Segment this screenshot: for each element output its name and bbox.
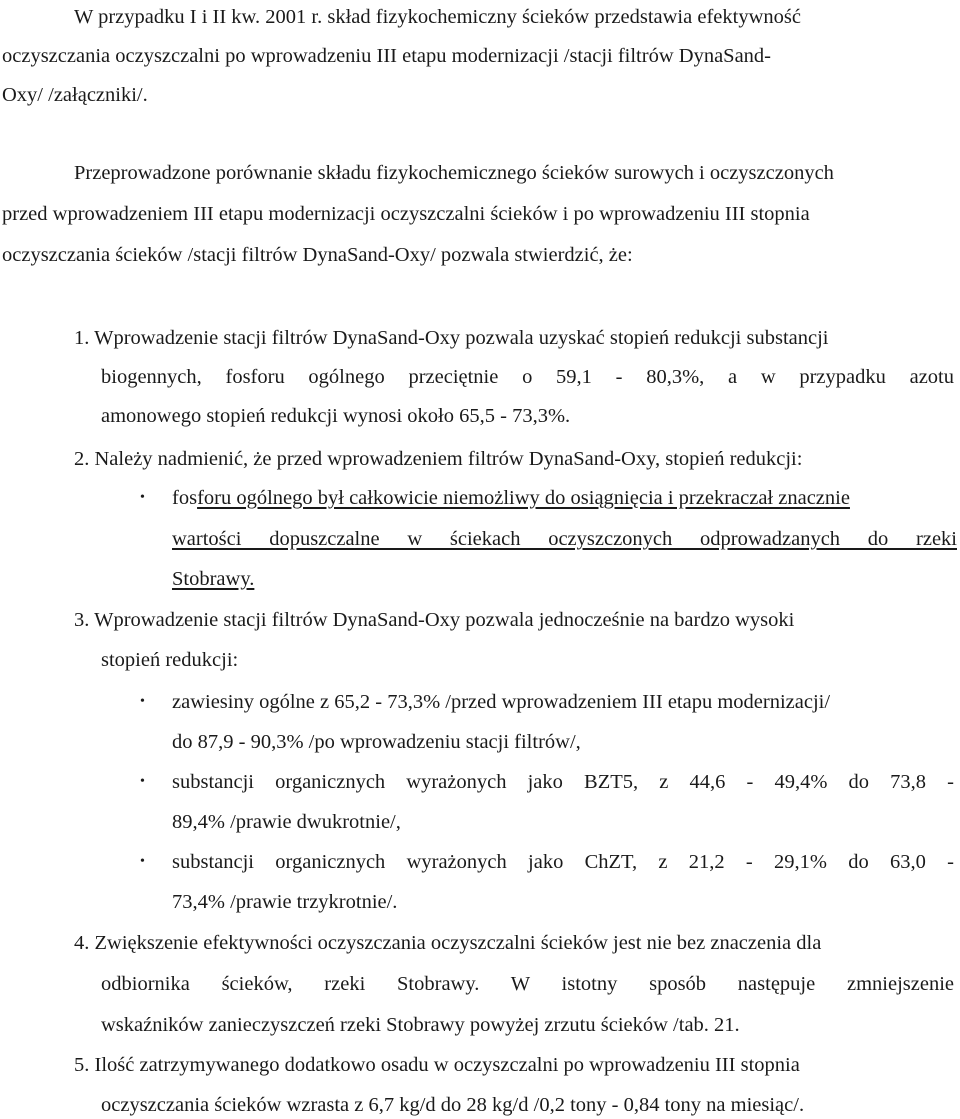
intro-line-1: W przypadku I i II kw. 2001 r. skład fizykochemiczny ścieków przedstawia efektywność: [74, 6, 801, 28]
para2-line-2: przed wprowadzeniem III etapu modernizacji oczyszczalni ścieków i po wprowadzeniu III stopnia: [2, 203, 810, 225]
item2-line-1: 2. Należy nadmienić, że przed wprowadzeniem filtrów DynaSand-Oxy, stopień redukcji:: [74, 448, 803, 470]
item1-line-3: amonowego stopień redukcji wynosi około 65,5 - 73,3%.: [101, 405, 571, 427]
item4-line-3: wskaźników zanieczyszczeń rzeki Stobrawy powyżej zrzutu ścieków /tab. 21.: [101, 1014, 740, 1036]
item3-bullet2-line-1: substancji organicznych wyrażonych jako BZT5, z 44,6 - 49,4% do 73,8 -: [172, 771, 954, 793]
intro-line-3: Oxy/ /załączniki/.: [2, 84, 148, 106]
item3-bullet1-line-1: zawiesiny ogólne z 65,2 - 73,3% /przed wprowadzeniem III etapu modernizacji/: [172, 691, 831, 713]
intro-line-2: oczyszczania oczyszczalni po wprowadzeniu III etapu modernizacji /stacji filtrów DynaSand-: [2, 45, 771, 67]
bullet-icon: •: [140, 854, 145, 869]
item4-line-2: odbiornika ścieków, rzeki Stobrawy. W istotny sposób następuje zmniejszenie: [101, 973, 954, 995]
item3-bullet3-line-1: substancji organicznych wyrażonych jako ChZT, z 21,2 - 29,1% do 63,0 -: [172, 851, 954, 873]
bullet-icon: •: [140, 490, 145, 505]
item2-bullet1-prefix: fos: [172, 487, 198, 509]
item2-bullet1-line-2: wartości dopuszczalne w ściekach oczyszczonych odprowadzanych do rzeki: [172, 528, 957, 550]
item2-bullet1-underlined: foru ogólnego był całkowicie niemożliwy do osiągnięcia i przekraczał znacznie: [197, 487, 850, 509]
item4-line-1: 4. Zwiększenie efektywności oczyszczania oczyszczalni ścieków jest nie bez znaczenia dla: [74, 932, 822, 954]
bullet-icon: •: [140, 694, 145, 709]
item3-bullet3-line-2: 73,4% /prawie trzykrotnie/.: [172, 891, 398, 913]
item5-line-2: oczyszczania ścieków wzrasta z 6,7 kg/d do 28 kg/d /0,2 tony - 0,84 tony na miesiąc/.: [101, 1094, 805, 1116]
para2-line-1: Przeprowadzone porównanie składu fizykochemicznego ścieków surowych i oczyszczonych: [74, 162, 834, 184]
item3-bullet1-line-2: do 87,9 - 90,3% /po wprowadzeniu stacji filtrów/,: [172, 731, 581, 753]
para2-line-3: oczyszczania ścieków /stacji filtrów DynaSand-Oxy/ pozwala stwierdzić, że:: [2, 244, 633, 266]
item2-bullet1-line-1: [172, 486, 850, 510]
item3-bullet2-line-2: 89,4% /prawie dwukrotnie/,: [172, 811, 401, 833]
item2-bullet1-line-3: Stobrawy.: [172, 568, 255, 590]
bullet-icon: •: [140, 774, 145, 789]
item1-line-2: biogennych, fosforu ogólnego przeciętnie o 59,1 - 80,3%, a w przypadku azotu: [101, 366, 954, 388]
item3-line-1: 3. Wprowadzenie stacji filtrów DynaSand-Oxy pozwala jednocześnie na bardzo wysoki: [74, 609, 795, 631]
item5-line-1: 5. Ilość zatrzymywanego dodatkowo osadu w oczyszczalni po wprowadzeniu III stopnia: [74, 1054, 800, 1076]
item1-line-1: 1. Wprowadzenie stacji filtrów DynaSand-Oxy pozwala uzyskać stopień redukcji substancji: [74, 327, 829, 349]
item3-line-2: stopień redukcji:: [101, 649, 239, 671]
